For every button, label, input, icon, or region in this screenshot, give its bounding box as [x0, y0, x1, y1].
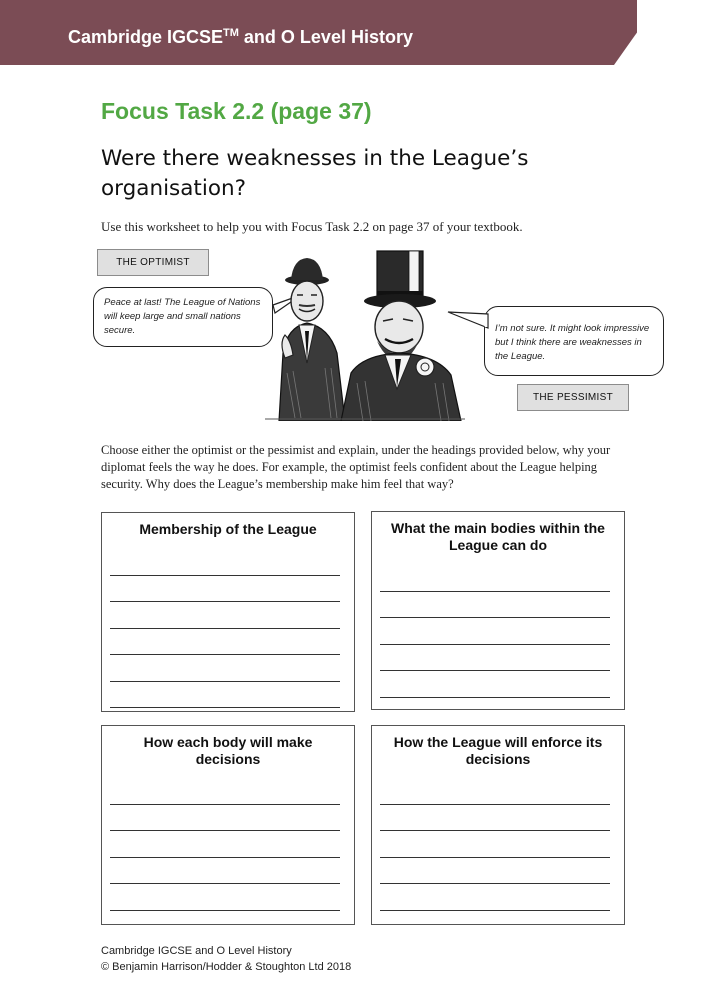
box-heading-membership: Membership of the League: [139, 521, 317, 537]
trademark-mark: TM: [223, 27, 239, 39]
optimist-speech-text: Peace at last! The League of Nations will keep large and small nations secure.: [104, 297, 261, 336]
footer-line-1: Cambridge IGCSE and O Level History: [101, 945, 292, 957]
diplomats-cartoon: [265, 243, 465, 421]
pessimist-speech-text: I’m not sure. It might look impressive but I think there are weaknesses in the League.: [495, 323, 650, 362]
pessimist-speech-bubble: [484, 306, 664, 376]
writing-lines[interactable]: [380, 565, 610, 698]
footer-copyright: © Benjamin Harrison/Hodder & Stoughton Ltd 2018: [101, 961, 352, 973]
optimist-speech-bubble: [93, 287, 273, 347]
rose-buttonhole: [416, 358, 434, 376]
task-title: Focus Task 2.2 (page 37): [101, 98, 372, 124]
banner-title: [68, 27, 413, 48]
box-heading-enforce: How the League will enforce its decisions: [393, 734, 603, 767]
box-heading-decisions: How each body will make decisions: [143, 734, 313, 767]
banner-title-main: Cambridge IGCSE: [68, 27, 224, 47]
task-question: Were there weaknesses in the League’s organisation?: [101, 146, 529, 201]
footer: [101, 943, 351, 975]
pessimist-bubble-pointer: [446, 306, 490, 336]
answer-box-membership: [101, 512, 355, 712]
box-heading-main-bodies: What the main bodies within the League can do: [391, 520, 605, 553]
answer-box-decisions: [101, 725, 355, 925]
banner-title-suffix: and O Level History: [238, 27, 413, 47]
intro-text: Use this worksheet to help you with Focus Task 2.2 on page 37 of your textbook.: [101, 219, 523, 234]
optimist-head: [291, 281, 323, 321]
writing-lines[interactable]: [110, 778, 340, 911]
answer-box-main-bodies: [371, 511, 625, 710]
task-instructions: Choose either the optimist or the pessimist and explain, under the headings provided below, why your diplomat feels the way he does. For example, the optimist feels confident about the League helping security. Why does the League’s membership make him feel that way?: [101, 443, 611, 491]
writing-lines[interactable]: [380, 778, 610, 911]
bowler-hat-crown: [291, 258, 323, 280]
pessimist-label: THE PESSIMIST: [517, 384, 629, 411]
optimist-label: THE OPTIMIST: [97, 249, 209, 276]
writing-lines[interactable]: [110, 549, 340, 708]
answer-box-enforce: [371, 725, 625, 925]
